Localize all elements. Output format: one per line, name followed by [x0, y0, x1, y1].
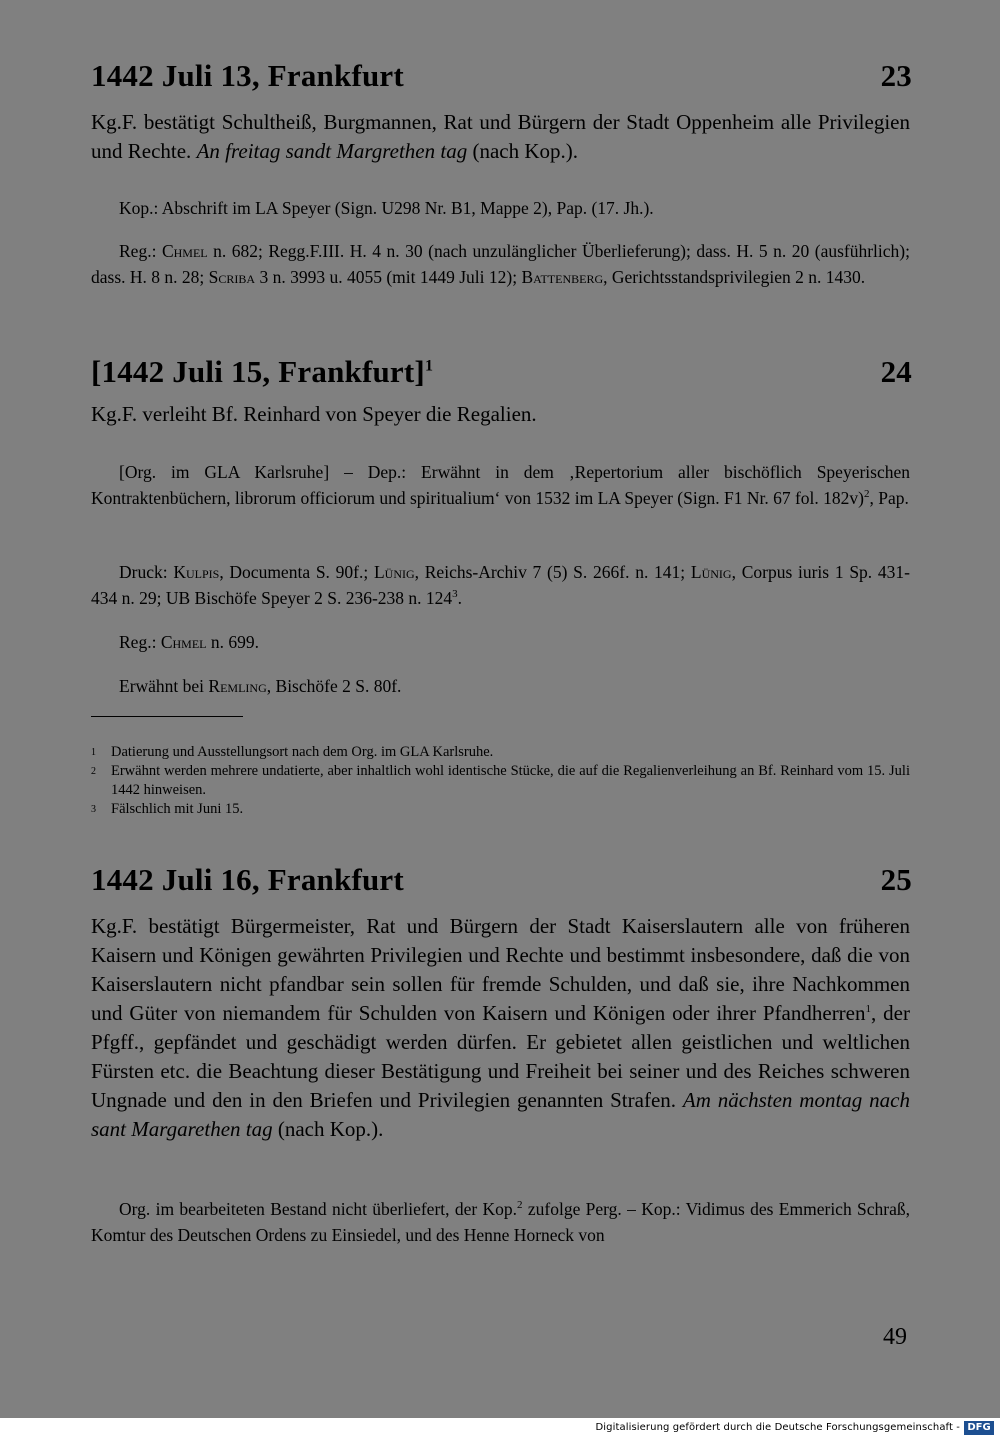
dfg-logo[interactable]: DFG	[964, 1421, 994, 1435]
footer-bar	[0, 1418, 1000, 1439]
page-number: 49	[883, 1324, 907, 1350]
footnote: 2 Erwähnt werden mehrere undatierte, aber inhaltlich wohl identische Stücke, die auf die Regalienverleihung an Bf. Reinhard vom 15. Juli 1442 hinweisen.	[91, 763, 910, 798]
entry-date-place: 1442 Juli 13, Frankfurt	[91, 58, 404, 93]
print-note: Druck: Kulpis, Documenta S. 90f.; Lünig, Reichs-Archiv 7 (5) S. 266f. n. 141; Lünig, Corpus iuris 1 Sp. 431-434 n. 29; UB Bischöfe Speyer 2 S. 236-238 n. 124$^3$.	[91, 562, 910, 608]
original-note: Org. im bearbeiteten Bestand nicht überliefert, der Kop.$^2$ zufolge Perg. – Kop.: Vidimus des Emmerich Schraß, Komtur des Deutschen Ordens zu Einsiedel, und des Henne Horneck von	[91, 1199, 910, 1245]
footnote-ref: 1	[865, 1003, 872, 1015]
entry-summary: Kg.F. bestätigt Schultheiß, Burgmannen, Rat und Bürgern der Stadt Oppenheim alle Privilegien und Rechte. An freitag sandt Margrethen tag (nach Kop.).	[91, 110, 910, 163]
entry-number: 24	[880, 354, 912, 389]
footnote-ref: 2	[863, 488, 870, 501]
entry-summary: Kg.F. verleiht Bf. Reinhard von Speyer die Regalien.	[91, 402, 537, 426]
footnote: 1 Datierung und Ausstellungsort nach dem Org. im GLA Karlsruhe.	[91, 744, 494, 760]
footnotes	[91, 743, 910, 819]
original-note: [Org. im GLA Karlsruhe] – Dep.: Erwähnt in dem ‚Repertorium aller bischöflich Speyerischen Kontraktenbüchern, librorum officiorum und spiritualium‘ von 1532 im LA Speyer (Sign. F1 Nr. 67 fol. 182v)$^2$, Pap.	[91, 462, 910, 508]
footnote-ref: 2	[517, 1199, 523, 1212]
entry-number: 25	[880, 862, 912, 897]
regest-note: Reg.: Chmel n. 682; Regg.F.III. H. 4 n. 30 (nach unzulänglicher Überlieferung); dass. H. 5 n. 20 (ausführlich); dass. H. 8 n. 28; Scriba 3 n. 3993 u. 4055 (mit 1449 Juli 12); Battenberg, Gerichtsstandsprivilegien 2 n. 1430.	[91, 241, 910, 287]
mention-note: Erwähnt bei Remling, Bischöfe 2 S. 80f.	[119, 676, 402, 696]
funding-notice: Digitalisierung gefördert durch die Deutsche Forschungsgemeinschaft -	[595, 1422, 960, 1433]
entry-number: 23	[880, 58, 912, 93]
entry-summary: Kg.F. bestätigt Bürgermeister, Rat und Bürgern der Stadt Kaiserslautern alle von früheren Kaisern und Königen gewährten Privilegien und Rechte und bestimmt insbesondere, daß die von Kaiserslautern nicht pfandbar sein sollen für fremde Schulden, und daß sie, ihre Nachkommen und Güter von niemandem für Schulden von Kaisern und Königen oder ihrer Pfandherren$^1$, der Pfgff., gepfändet und geschädigt werden dürfen. Er gebietet allen geistlichen und weltlichen Fürsten etc. die Beachtung dieser Bestätigung und Freiheit bei seiner und des Reiches schweren Ungnade und den in den Briefen und Privilegien genannten Strafen. Am nächsten montag nach sant Margarethen tag (nach Kop.).	[91, 914, 911, 1141]
footnote: 3 Fälschlich mit Juni 15.	[91, 801, 244, 817]
entry-heading	[91, 58, 912, 94]
footnote-ref: 1	[424, 357, 434, 375]
entry-date-place: [1442 Juli 15, Frankfurt]$^1$	[91, 354, 434, 389]
entry-heading	[91, 862, 912, 898]
footnote-divider	[91, 716, 243, 717]
entry-date-place: 1442 Juli 16, Frankfurt	[91, 862, 404, 897]
footnote-ref: 3	[452, 588, 458, 601]
copy-note: Kop.: Abschrift im LA Speyer (Sign. U298 Nr. B1, Mappe 2), Pap. (17. Jh.).	[119, 198, 654, 218]
regest-note: Reg.: Chmel n. 699.	[119, 632, 259, 652]
entry-heading	[91, 354, 912, 390]
